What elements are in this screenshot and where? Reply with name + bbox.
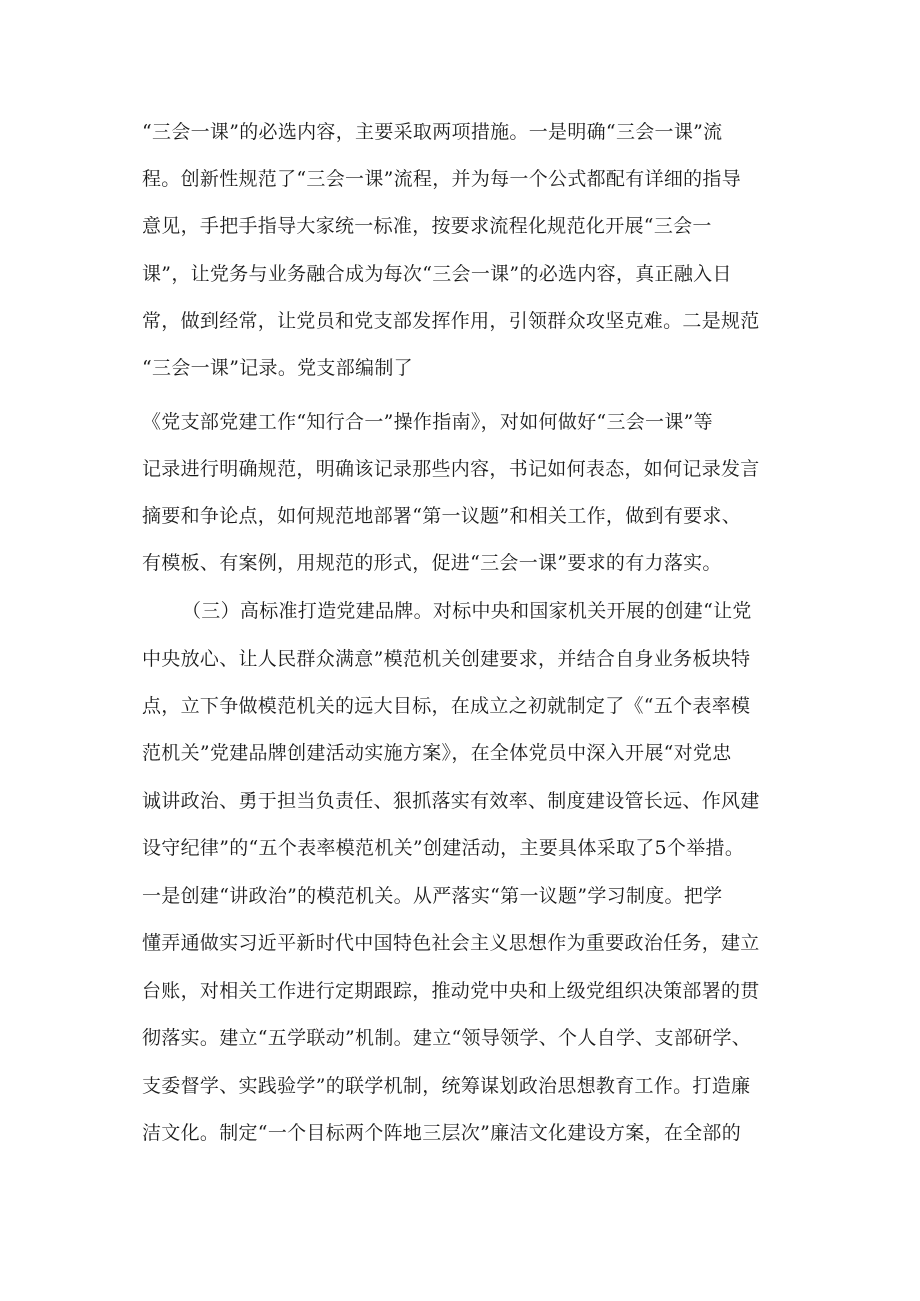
paragraph-line-20: 彻落实。建立“五学联动”机制。建立“领导领学、个人自学、支部研学、 [142,1027,752,1049]
paragraph-line-5: 常，做到经常，让党员和党支部发挥作用，引领群众攻坚克难。二是规范 [142,310,760,332]
paragraph-line-7: 《党支部党建工作“知行合一”操作指南》，对如何做好“三会一课”等 [142,411,713,433]
section-heading-line: （三）高标准打造党建品牌。对标中央和国家机关开展的创建“让党 [182,600,752,622]
paragraph-line-6: “三会一课”记录。党支部编制了 [142,357,413,379]
paragraph-line-22: 洁文化。制定“一个目标两个阵地三层次”廉洁文化建设方案，在全部的 [142,1122,742,1144]
paragraph-line-3: 意见，手把手指导大家统一标准，按要求流程化规范化开展“三会一 [142,215,712,237]
paragraph-line-1: “三会一课”的必选内容，主要采取两项措施。一是明确“三会一课”流 [142,121,723,143]
paragraph-line-21: 支委督学、实践验学”的联学机制，统筹谋划政治思想教育工作。打造廉 [142,1075,751,1097]
paragraph-line-13: 点，立下争做模范机关的远大目标，在成立之初就制定了《“五个表率模 [142,695,751,717]
paragraph-line-18: 懂弄通做实习近平新时代中国特色社会主义思想作为重要政治任务，建立 [142,932,760,954]
paragraph-line-19: 台账，对相关工作进行定期跟踪，推动党中央和上级党组织决策部署的贯 [142,980,760,1002]
paragraph-line-14: 范机关”党建品牌创建活动实施方案》，在全体党员中深入开展“对党忠 [142,742,732,764]
paragraph-line-17: 一是创建“讲政治”的模范机关。从严落实“第一议题”学习制度。把学 [142,885,723,907]
paragraph-line-15: 诚讲政治、勇于担当负责任、狠抓落实有效率、制度建设管长远、作风建 [142,790,760,812]
paragraph-line-12: 中央放心、让人民群众满意”模范机关创建要求，并结合自身业务板块特 [142,648,751,670]
paragraph-line-8: 记录进行明确规范，明确该记录那些内容，书记如何表态，如何记录发言 [142,458,760,480]
paragraph-line-16: 设守纪律”的“五个表率模范机关”创建活动，主要具体采取了5个举措。 [142,837,745,859]
paragraph-line-2: 程。创新性规范了“三会一课”流程，并为每一个公式都配有详细的指导 [142,168,742,190]
paragraph-line-10: 有模板、有案例，用规范的形式，促进“三会一课”要求的有力落实。 [142,552,722,574]
paragraph-line-9: 摘要和争论点，如何规范地部署“第一议题”和相关工作，做到有要求、 [142,505,742,527]
paragraph-line-4: 课”，让党务与业务融合成为每次“三会一课”的必选内容，真正融入日 [142,263,732,285]
